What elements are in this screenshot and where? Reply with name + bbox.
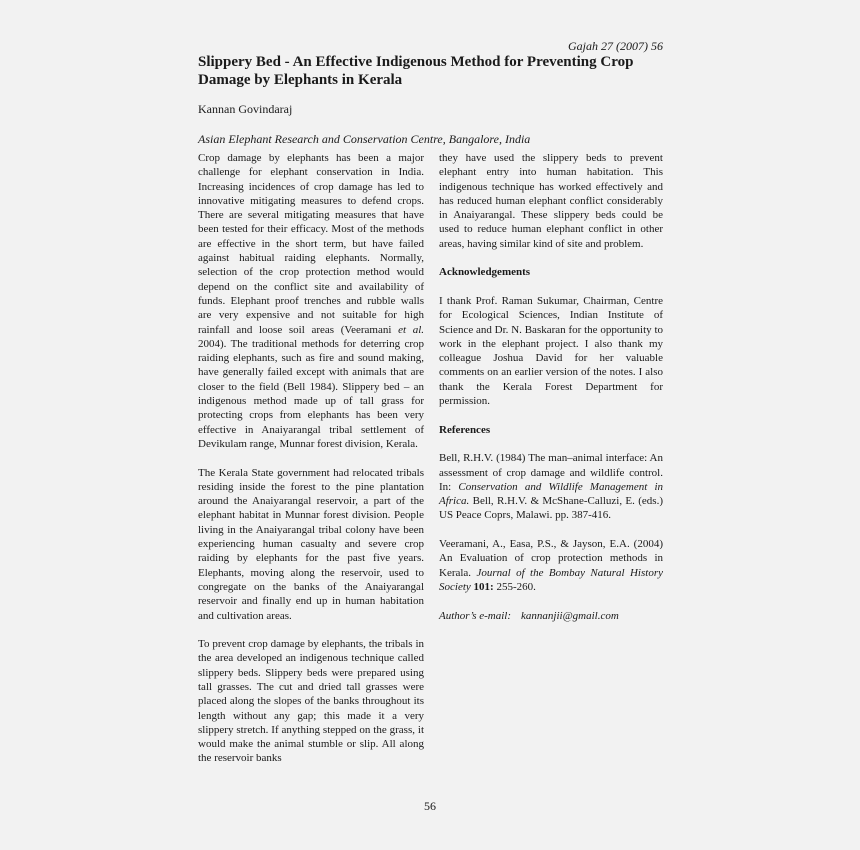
acknowledgements-text: I thank Prof. Raman Sukumar, Chairman, Centre for Ecological Sciences, Indian Institute of Science and Dr. N. Baskaran for the opportunity to work in the elephant project. I also thank my colleague Joshua David for her valuable comments on an earlier version of the notes. I also thank the Kerala Forest Department for permission. — [439, 294, 663, 408]
left-column — [198, 151, 424, 780]
author-affiliation: Asian Elephant Research and Conservation Centre, Bangalore, India — [198, 132, 531, 146]
email-label: Author’s e-mail: — [439, 609, 512, 622]
body-paragraph-4: they have used the slippery beds to prevent elephant entry into human habitation. This indigenous technique has worked effectively and has reduced human elephant conflict considerably in Anaiyarangal. These slippery beds could be used to reduce human elephant conflict in other areas, having similar kind of site and problem. — [439, 152, 663, 250]
right-column — [439, 151, 663, 637]
references-heading: References — [439, 423, 491, 436]
body-paragraph-1: Crop damage by elephants has been a major challenge for elephant conservation in India. Increasing incidences of crop damage has led to innovative mitigating measures to defend crops. There are several mitigating measures that have been tested for their efficacy. Most of the methods are effective in the short term, but have failed against habitual raiding elephants. Normally, selection of the crop protection method would depend on the conflict site and availability of funds. Elephant proof trenches and rubble walls are very expensive and not suitable for high rainfall and loose soil areas (Veeramani et al. 2004). The traditional methods for deterring crop raiding elephants, such as fire and sound making, have generally failed except with animals that are closer to the field (Bell 1984). Slippery bed – an indigenous method made up of tall grass for protecting crops from elephants has been very effective in Anaiyarangal tribal settlement of Devikulam range, Munnar forest division, Kerala. — [198, 152, 424, 450]
reference-entry: Veeramani, A., Easa, P.S., & Jayson, E.A. (2004) An Evaluation of crop protection methods in Kerala. Journal of the Bombay Natural History Society 101: 255-260. — [439, 538, 663, 593]
page-number: 56 — [424, 799, 436, 813]
reference-entry: Bell, R.H.V. (1984) The man–animal interface: An assessment of crop damage and wildlife control. In: Conservation and Wildlife Management in Africa. Bell, R.H.V. & McShane-Calluzi, E. (eds.) US Peace Coprs, Malawi. pp. 387-416. — [439, 452, 663, 522]
author-email-line — [439, 609, 663, 623]
acknowledgements-heading: Acknowledgements — [439, 266, 531, 279]
article-title: Slippery Bed - An Effective Indigenous Method for Preventing Crop Damage by Elephants in Kerala — [198, 54, 634, 88]
author-email[interactable]: kannanjii@gmail.com — [521, 609, 619, 622]
body-paragraph-2: The Kerala State government had relocated tribals residing inside the forest to the pine plantation around the Anaiyarangal reservoir, a part of the elephant habitat in Munnar forest division. People living in the Anaiyarangal tribal colony have been experiencing human casualty and severe crop raiding by elephants for the past five years. Elephants, moving along the reservoir, used to congregate on the banks of the Anaiyarangal reservoir and finally end up in human habitation and cultivation areas. — [198, 466, 424, 622]
body-paragraph-3: To prevent crop damage by elephants, the tribals in the area developed an indigenous technique called slippery beds. Slippery beds were prepared using tall grasses. The cut and dried tall grasses were placed along the slopes of the banks throughout its length without any gap; this made it a very slippery stretch. If anything stepped on the grass, it would make the animal stumble or slip. All along the reservoir banks — [198, 638, 424, 765]
author-name: Kannan Govindaraj — [198, 102, 293, 116]
journal-reference: Gajah 27 (2007) 56 — [568, 39, 663, 53]
